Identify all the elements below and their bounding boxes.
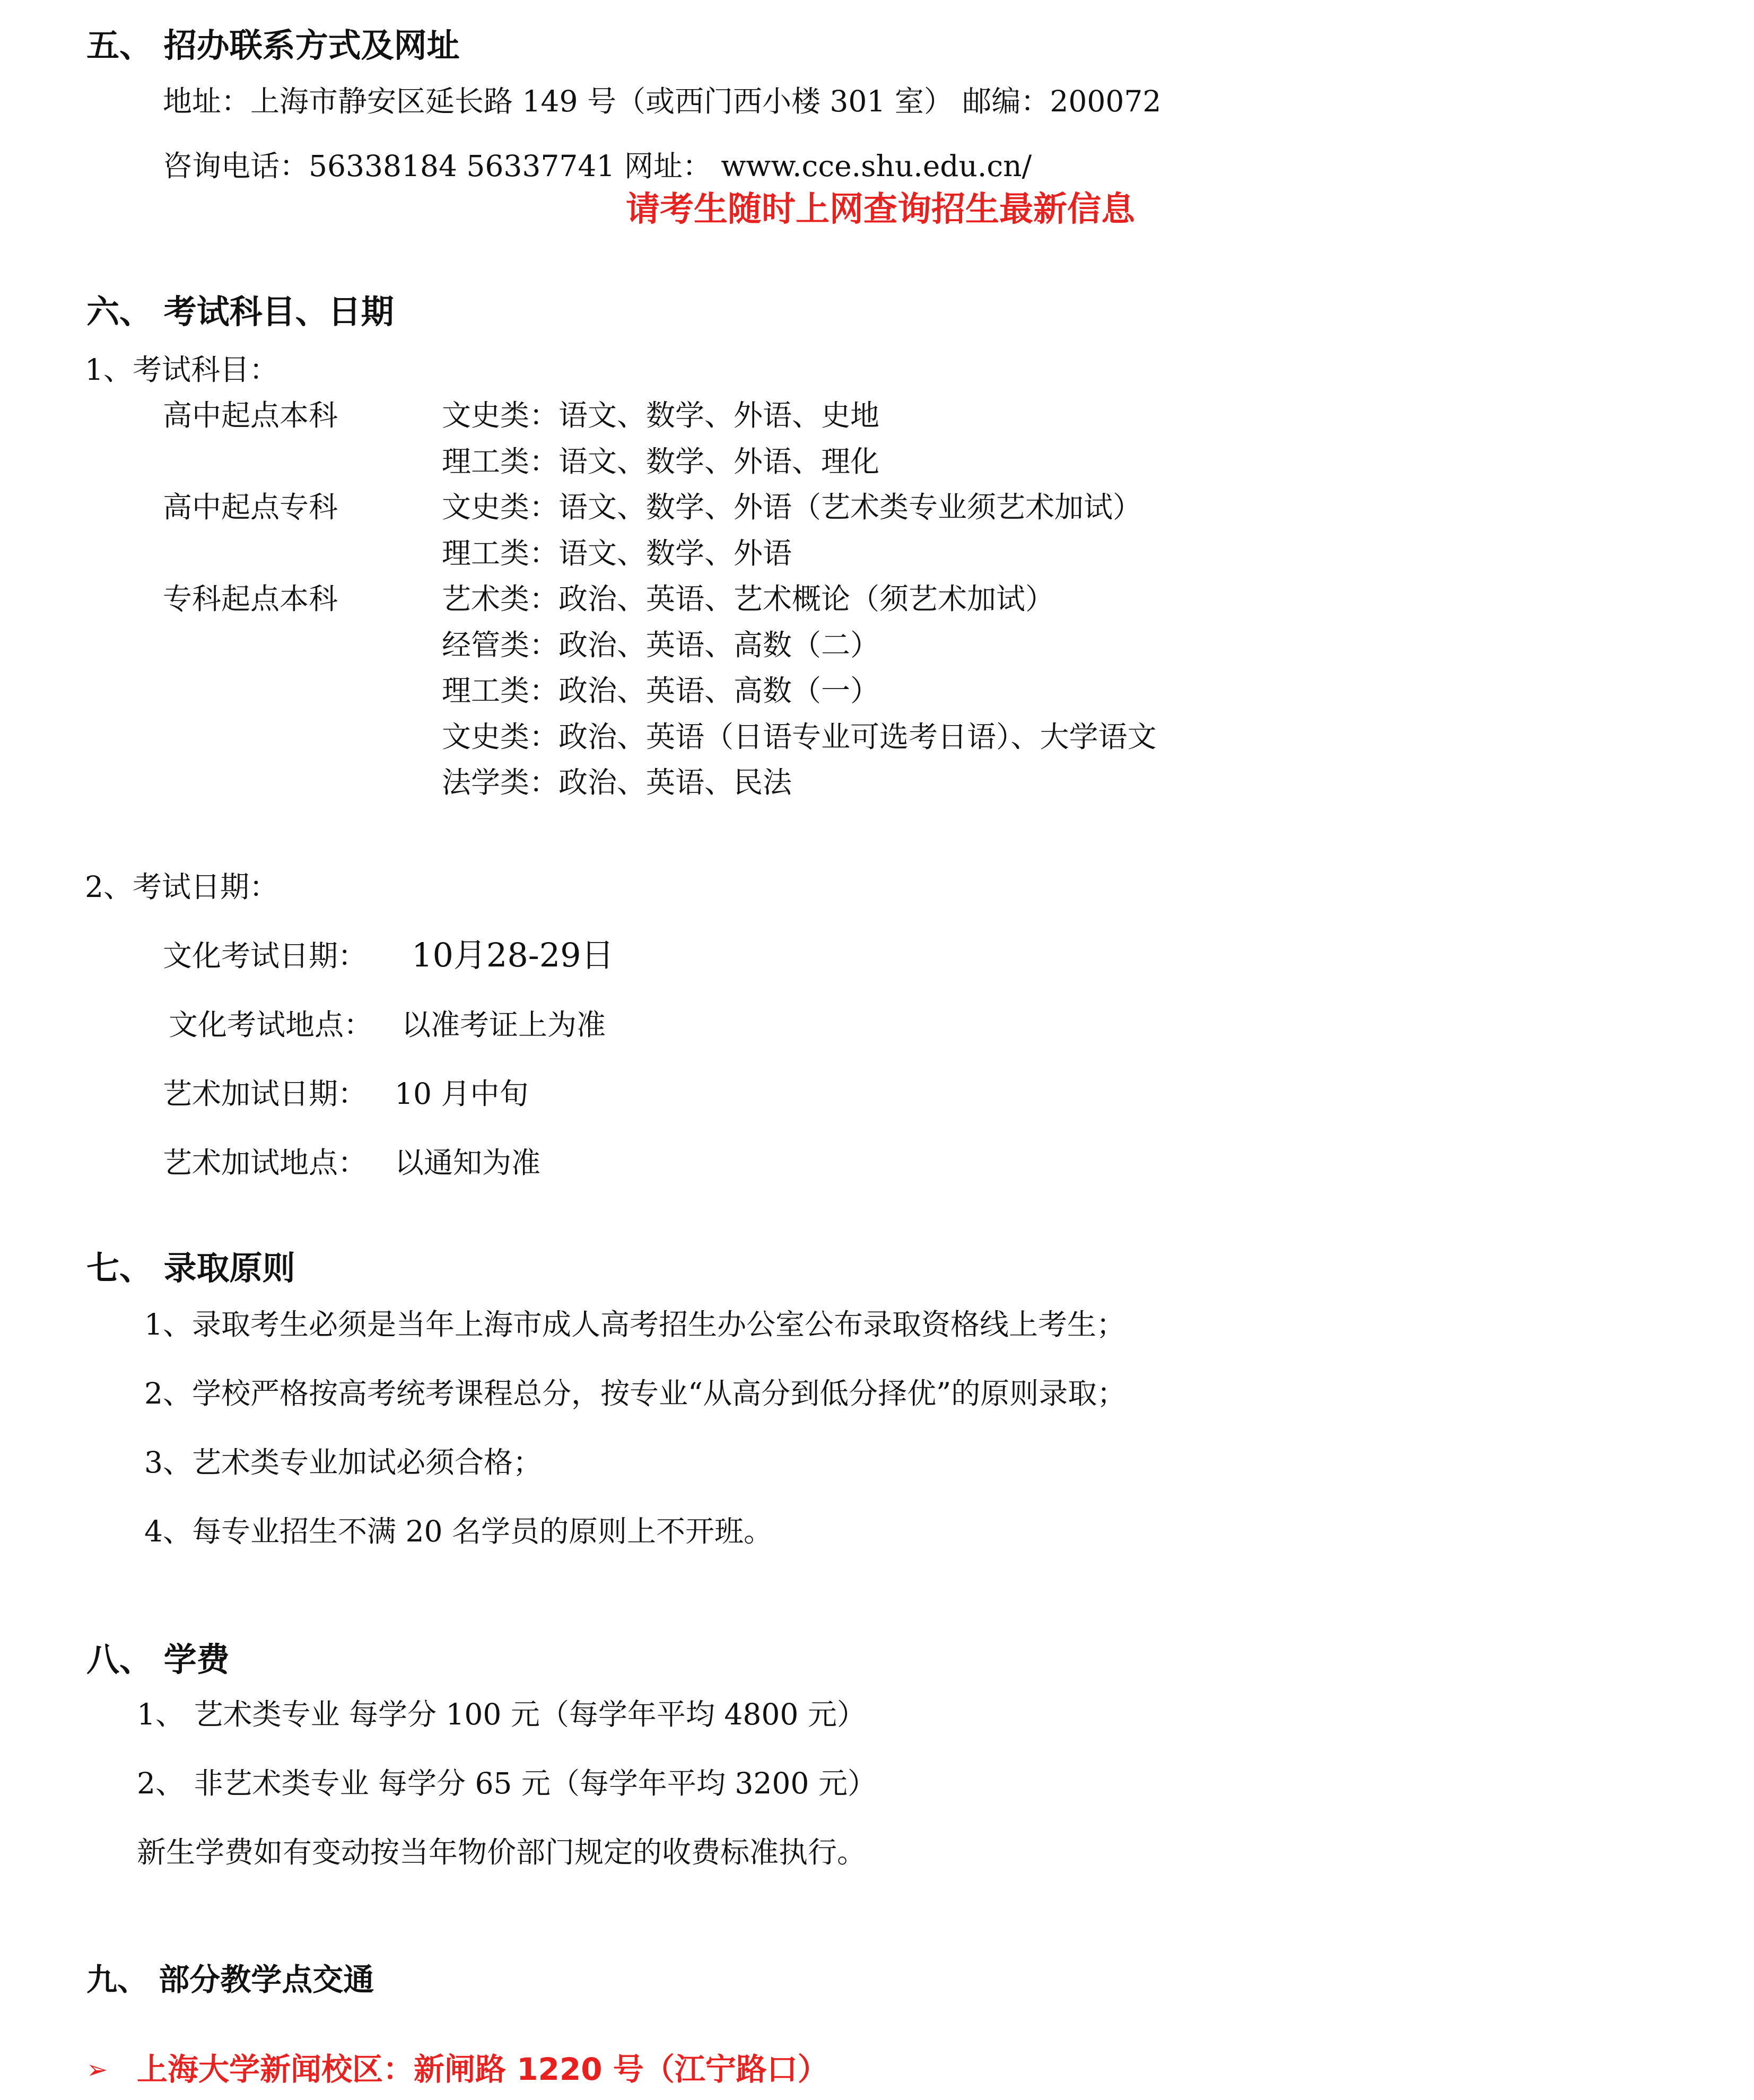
admission-rule: 1、录取考生必须是当年上海市成人高考招生办公室公布录取资格线上考生； <box>144 1308 1125 1341</box>
dates-label: 2、考试日期： <box>85 870 278 904</box>
date-value: 以准考证上为准 <box>402 1008 606 1042</box>
section-5-heading: 五、 招办联系方式及网址 <box>86 26 460 65</box>
date-value: 10月28-29日 <box>412 936 614 974</box>
tuition-item: 2、 非艺术类专业 每学分 65 元（每学年平均 3200 元） <box>137 1766 877 1800</box>
admission-rule: 2、学校严格按高考统考课程总分，按专业“从高分到低分择优”的原则录取； <box>144 1376 1127 1410</box>
arrow-bullet-icon: ➢ <box>86 2055 108 2085</box>
notice-line: 请考生随时上网查询招生最新信息 <box>626 190 1135 229</box>
address-line: 地址：上海市静安区延长路 149 号（或西门西小楼 301 室） 邮编：200072 <box>163 84 1162 118</box>
subject-line: 理工类：政治、英语、高数（一） <box>442 674 880 708</box>
admission-rule: 4、每专业招生不满 20 名学员的原则上不开班。 <box>144 1514 773 1548</box>
subject-line: 文史类：语文、数学、外语（艺术类专业须艺术加试） <box>442 490 1142 524</box>
level-label: 高中起点本科 <box>163 398 338 432</box>
campus-address: 上海大学新闻校区：新闸路 1220 号（江宁路口） <box>137 2051 828 2087</box>
date-label: 文化考试地点： <box>169 1008 373 1042</box>
contact-line: 咨询电话：56338184 56337741 网址： www.cce.shu.edu.cn/ <box>163 149 1032 183</box>
date-label: 艺术加试地点： <box>163 1146 368 1180</box>
subjects-label: 1、考试科目： <box>85 353 278 387</box>
date-label: 文化考试日期： <box>163 939 368 973</box>
subject-line: 文史类：政治、英语（日语专业可选考日语）、大学语文 <box>442 720 1157 754</box>
subject-line: 艺术类：政治、英语、艺术概论（须艺术加试） <box>442 582 1055 616</box>
subject-line: 法学类：政治、英语、民法 <box>442 765 792 799</box>
tuition-item: 1、 艺术类专业 每学分 100 元（每学年平均 4800 元） <box>137 1697 866 1731</box>
subject-line: 文史类：语文、数学、外语、史地 <box>442 398 880 432</box>
subject-line: 理工类：语文、数学、外语 <box>442 536 792 570</box>
section-8-heading: 八、 学费 <box>86 1640 230 1679</box>
subject-line: 理工类：语文、数学、外语、理化 <box>442 445 880 478</box>
subject-line: 经管类：政治、英语、高数（二） <box>442 628 880 662</box>
date-value: 10 月中旬 <box>395 1077 529 1111</box>
date-value: 以通知为准 <box>395 1146 541 1180</box>
section-7-heading: 七、 录取原则 <box>86 1249 295 1287</box>
level-label: 专科起点本科 <box>163 582 338 616</box>
date-label: 艺术加试日期： <box>163 1077 368 1111</box>
level-label: 高中起点专科 <box>163 490 338 524</box>
tuition-note: 新生学费如有变动按当年物价部门规定的收费标准执行。 <box>137 1835 867 1869</box>
section-6-heading: 六、 考试科目、日期 <box>86 292 394 331</box>
section-9-heading: 九、 部分教学点交通 <box>86 1962 374 1998</box>
admission-rule: 3、艺术类专业加试必须合格； <box>144 1445 542 1479</box>
